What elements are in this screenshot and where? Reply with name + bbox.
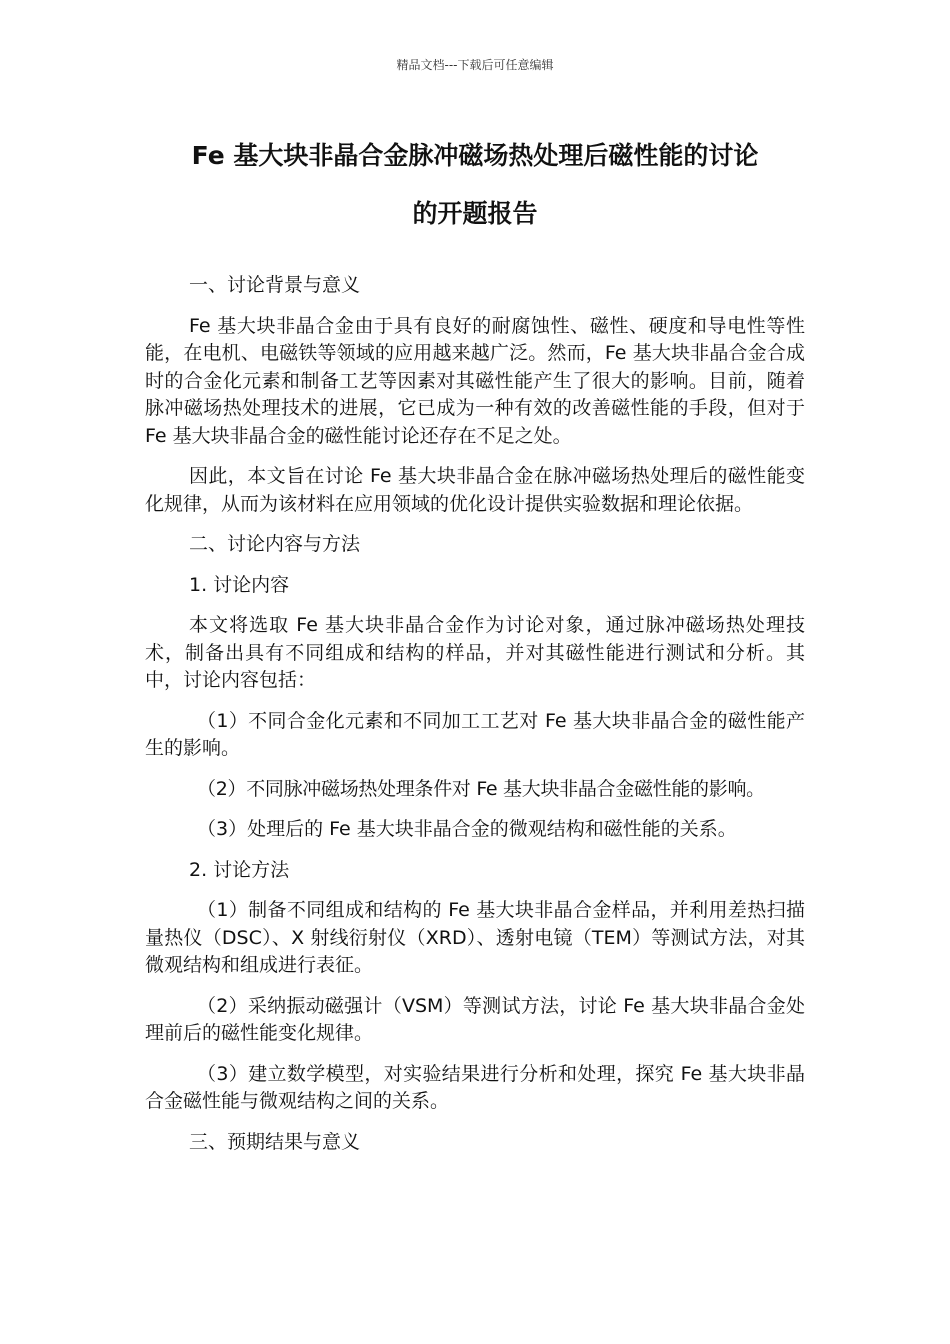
content-item-3: （3）处理后的 Fe 基大块非晶合金的微观结构和磁性能的关系。 (197, 818, 737, 840)
section-heading-content-methods: 二、讨论内容与方法 (189, 533, 361, 555)
paragraph-background: Fe 基大块非晶合金由于具有良好的耐腐蚀性、磁性、硬度和导电性等性能，在电机、电磁铁等领域的应用越来越广泛。然而，Fe 基大块非晶合金合成时的合金化元素和制备工艺等因素对其磁性能产生了很大的影响。目前，随着脉冲磁场热处理技术的进展，它已成为一种有效的改善磁性能的手段，但对于 Fe 基大块非晶合金的磁性能讨论还存在不足之处。 (145, 314, 805, 447)
subheading-content: 1. 讨论内容 (189, 573, 290, 596)
subheading-methods: 2. 讨论方法 (189, 858, 290, 881)
paragraph-content-intro: 本文将选取 Fe 基大块非晶合金作为讨论对象，通过脉冲磁场热处理技术，制备出具有不同组成和结构的样品，并对其磁性能进行测试和分析。其中，讨论内容包括： (145, 614, 805, 691)
method-item-2: （2）采纳振动磁强计（VSM）等测试方法，讨论 Fe 基大块非晶合金处理前后的磁性能变化规律。 (145, 994, 805, 1044)
paragraph-purpose: 因此，本文旨在讨论 Fe 基大块非晶合金在脉冲磁场热处理后的磁性能变化规律，从而为该材料在应用领域的优化设计提供实验数据和理论依据。 (145, 465, 805, 515)
method-item-1: （1）制备不同组成和结构的 Fe 基大块非晶合金样品，并利用差热扫描量热仪（DSC）、X 射线衍射仪（XRD）、透射电镜（TEM）等测试方法，对其微观结构和组成进行表征。 (145, 899, 805, 976)
section-heading-background: 一、讨论背景与意义 (189, 274, 361, 296)
page-header: 精品文档---下载后可任意编辑 (396, 58, 554, 72)
content-item-1: （1）不同合金化元素和不同加工工艺对 Fe 基大块非晶合金的磁性能产生的影响。 (145, 709, 805, 759)
content-item-2: （2）不同脉冲磁场热处理条件对 Fe 基大块非晶合金磁性能的影响。 (197, 777, 765, 800)
method-item-3: （3）建立数学模型，对实验结果进行分析和处理，探究 Fe 基大块非晶合金磁性能与微观结构之间的关系。 (145, 1062, 805, 1112)
section-heading-expected-results: 三、预期结果与意义 (189, 1130, 361, 1153)
document-title-line-1: Fe 基大块非晶合金脉冲磁场热处理后磁性能的讨论 (191, 141, 759, 170)
document-body (145, 272, 805, 1169)
document-title-line-2: 的开题报告 (412, 199, 538, 228)
